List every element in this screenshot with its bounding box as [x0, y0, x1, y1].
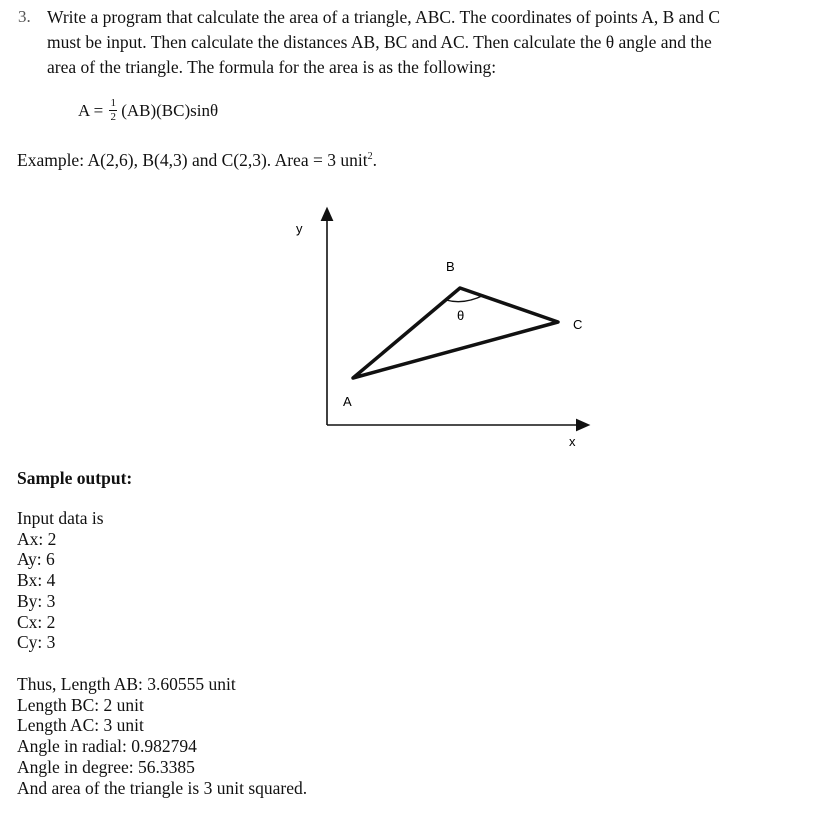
question-line-3: area of the triangle. The formula for the area is as the following: [47, 57, 497, 77]
result-line-5: Angle in degree: 56.3385 [17, 756, 195, 777]
point-c-label: C [573, 317, 583, 332]
example-line [17, 150, 377, 171]
question-line-1: Write a program that calculate the area of a triangle, ABC. The coordinates of points A, B and C [47, 7, 720, 27]
result-line-1: Thus, Length AB: 3.60555 unit [17, 674, 236, 694]
input-line-1: Input data is [17, 508, 104, 528]
input-line-2: Ax: 2 [17, 528, 57, 549]
formula-rhs: (AB)(BC)sinθ [121, 100, 219, 120]
input-line-4: Bx: 4 [17, 570, 56, 591]
result-line-4: Angle in radial: 0.982794 [17, 736, 197, 757]
input-line-5: By: 3 [17, 590, 56, 611]
example-suffix: . [372, 150, 377, 170]
input-line-7: Cy: 3 [17, 632, 56, 653]
angle-theta-label: θ [457, 308, 465, 323]
fraction-numerator: 1 [110, 97, 116, 109]
result-line-2: Length BC: 2 unit [17, 694, 144, 715]
input-line-3: Ay: 6 [17, 549, 55, 570]
formula-lhs: A = [78, 100, 104, 120]
point-b-label: B [446, 259, 455, 274]
question-number: 3. [18, 7, 31, 26]
result-line-3: Length AC: 3 unit [17, 715, 144, 736]
fraction-denominator: 2 [110, 111, 116, 123]
y-axis-label: y [296, 221, 303, 236]
formula-fraction [109, 98, 117, 123]
triangle-diagram [296, 205, 600, 455]
result-line-6: And area of the triangle is 3 unit squared. [17, 777, 308, 798]
example-superscript: 2 [367, 151, 373, 163]
area-formula [78, 98, 218, 123]
point-a-label: A [343, 394, 352, 409]
input-line-6: Cx: 2 [17, 611, 56, 632]
sample-output-title: Sample output: [17, 468, 133, 488]
question-line-2: must be input. Then calculate the distances AB, BC and AC. Then calculate the θ angle and the [47, 32, 712, 52]
example-text: Example: A(2,6), B(4,3) and C(2,3). Area = 3 unit [17, 150, 368, 170]
x-axis-label: x [569, 434, 576, 449]
